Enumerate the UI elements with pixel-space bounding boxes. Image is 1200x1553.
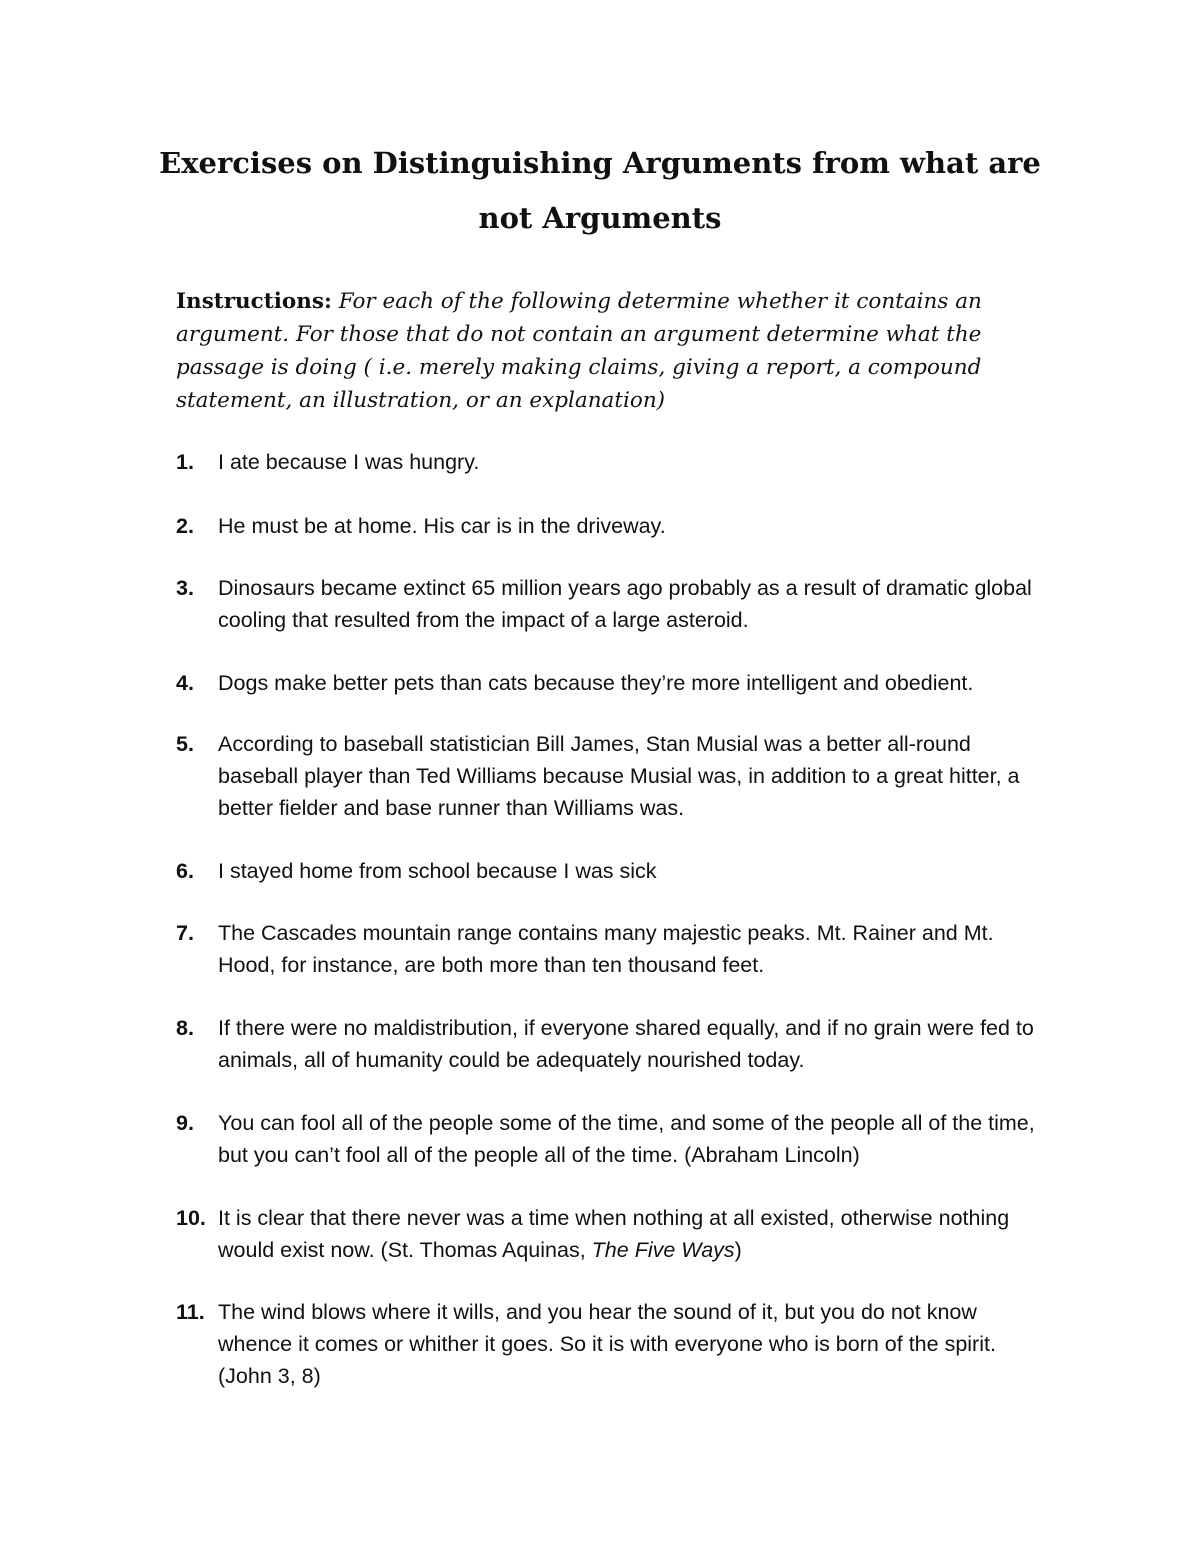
item-text: If there were no maldistribution, if everyone shared equally, and if no grain were fed to animals, all of humanity could be adequately nourished today. — [218, 1016, 1034, 1072]
instructions-paragraph — [176, 285, 1056, 417]
exercise-item-1 — [176, 446, 1056, 478]
item-text: The Cascades mountain range contains many majestic peaks. Mt. Rainer and Mt. Hood, for instance, are both more than ten thousand feet. — [218, 921, 994, 977]
item-number: 11. — [176, 1300, 205, 1324]
item-text: The wind blows where it wills, and you hear the sound of it, but you do not know whence it comes or whither it goes. So it is with everyone who is born of the spirit. (John 3, 8) — [218, 1300, 996, 1388]
item-text: I ate because I was hungry. — [218, 450, 480, 474]
item-number: 4. — [176, 671, 194, 695]
item-text: I stayed home from school because I was sick — [218, 859, 657, 883]
item-number: 5. — [176, 732, 194, 756]
item-number: 7. — [176, 921, 194, 945]
item-number: 6. — [176, 859, 194, 883]
book-title: The Five Ways — [591, 1238, 735, 1262]
exercise-item-10 — [176, 1202, 1056, 1266]
instructions-text: For each of the following determine whether it contains an argument. For those that do not contain an argument determine what the passage is doing ( i.e. merely making claims, giving a report, a compound statement, an illustration, or an explanation) — [176, 289, 982, 413]
item-number: 8. — [176, 1016, 194, 1040]
instructions-label: Instructions: — [176, 289, 332, 314]
item-text: You can fool all of the people some of the time, and some of the people all of the time, but you can’t fool all of the people all of the time. (Abraham Lincoln) — [218, 1111, 1035, 1167]
exercise-item-6 — [176, 855, 1056, 887]
item-text-main: It is clear that there never was a time when nothing at all existed, otherwise nothing would exist now. (St. Thomas Aquinas, — [218, 1206, 1010, 1262]
item-text: He must be at home. His car is in the driveway. — [218, 514, 666, 538]
exercise-item-4 — [176, 667, 1056, 699]
item-text: Dinosaurs became extinct 65 million years ago probably as a result of dramatic global cooling that resulted from the impact of a large asteroid. — [218, 576, 1032, 632]
item-number: 9. — [176, 1111, 194, 1135]
item-number: 2. — [176, 514, 194, 538]
item-number: 10. — [176, 1206, 206, 1230]
item-number: 3. — [176, 576, 194, 600]
exercise-item-9 — [176, 1107, 1056, 1171]
item-number: 1. — [176, 450, 194, 474]
exercise-item-2 — [176, 510, 1056, 542]
exercise-item-7 — [176, 917, 1056, 981]
page-title: Exercises on Distinguishing Arguments from what are not Arguments — [159, 146, 1041, 235]
item-text: According to baseball statistician Bill James, Stan Musial was a better all-round baseball player than Ted Williams because Musial was, in addition to a great hitter, a better fielder and base runner than Williams was. — [218, 732, 1020, 820]
item-text: Dogs make better pets than cats because they’re more intelligent and obedient. — [218, 671, 974, 695]
exercise-item-3 — [176, 572, 1056, 636]
item-text-end: ) — [734, 1238, 742, 1262]
item-text — [218, 1202, 1040, 1266]
exercise-item-8 — [176, 1012, 1056, 1076]
exercise-item-11 — [176, 1296, 1056, 1392]
exercise-item-5 — [176, 728, 1056, 824]
